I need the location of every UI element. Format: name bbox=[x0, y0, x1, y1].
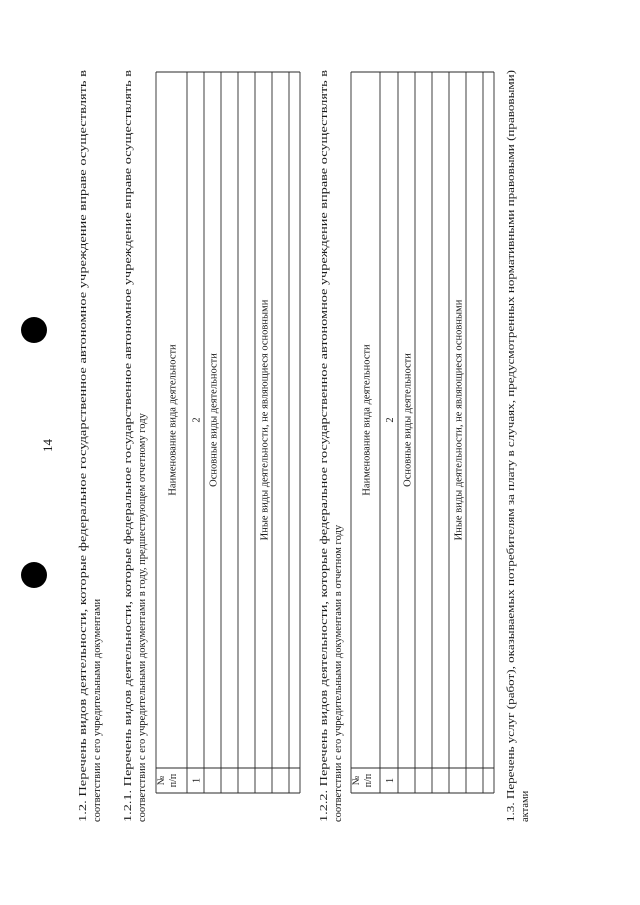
report-year-group-main: Основные виды деятельности bbox=[402, 353, 414, 487]
prev-year-empty-row bbox=[222, 73, 237, 792]
report-year-table bbox=[351, 72, 494, 793]
report-year-empty-row bbox=[467, 73, 482, 792]
section-1-2-1-line2: соответствии с его учредительными документами в году, предшествующем отчетному году bbox=[137, 413, 148, 822]
punch-hole-top bbox=[21, 317, 47, 343]
prev-year-table bbox=[156, 72, 300, 793]
prev-year-header-num: № bbox=[156, 775, 167, 786]
prev-year-empty-row bbox=[239, 73, 254, 792]
punch-hole-bottom bbox=[21, 562, 47, 588]
page-number: 14 bbox=[40, 439, 55, 452]
report-year-group-other: Иные виды деятельности, не являющиеся основными bbox=[453, 299, 465, 541]
report-year-col-number-2: 2 bbox=[385, 417, 396, 423]
section-1-2-line1: 1.2. Перечень видов деятельности, которые федеральное государственное автономное учреждение вправе осуществлять в bbox=[78, 276, 89, 822]
report-year-header-num: № bbox=[351, 775, 362, 786]
report-year-empty-row bbox=[433, 73, 448, 792]
report-year-col-number-1: 1 bbox=[385, 777, 396, 784]
section-1-2-2-line2: соответствии с его учредительными документами в отчетном году bbox=[333, 524, 344, 822]
report-year-empty-row bbox=[484, 73, 493, 792]
prev-year-group-main: Основные виды деятельности bbox=[208, 353, 220, 487]
prev-year-empty-row bbox=[273, 73, 288, 792]
section-1-2-1-line1: 1.2.1. Перечень видов деятельности, которые федеральное государственное автономное учреждение вправе осуществлять в bbox=[123, 268, 134, 822]
section-1-3-line1: 1.3. Перечень услуг (работ), оказываемых потребителям за плату в случаях, предусмотренных нормативными правовыми (правовыми) bbox=[506, 218, 517, 822]
prev-year-header-name: Наименование вида деятельности bbox=[167, 344, 179, 496]
prev-year-col-number-2: 2 bbox=[191, 417, 203, 423]
report-year-header-name: Наименование вида деятельности bbox=[361, 344, 373, 496]
section-1-2-2-line1: 1.2.2. Перечень видов деятельности, которые федеральное государственное автономное учреждение вправе осуществлять в bbox=[319, 268, 330, 822]
report-year-empty-row bbox=[416, 73, 431, 792]
prev-year-empty-row bbox=[290, 73, 299, 792]
prev-year-group-other: Иные виды деятельности, не являющиеся основными bbox=[259, 299, 271, 541]
report-year-header-pp: п/п bbox=[363, 773, 374, 788]
prev-year-header-pp: п/п bbox=[168, 773, 179, 788]
section-1-3-line2: актами bbox=[520, 790, 531, 822]
prev-year-col-number-1: 1 bbox=[191, 777, 203, 784]
section-1-2-line2: соответствии с его учредительными документами bbox=[92, 598, 103, 822]
